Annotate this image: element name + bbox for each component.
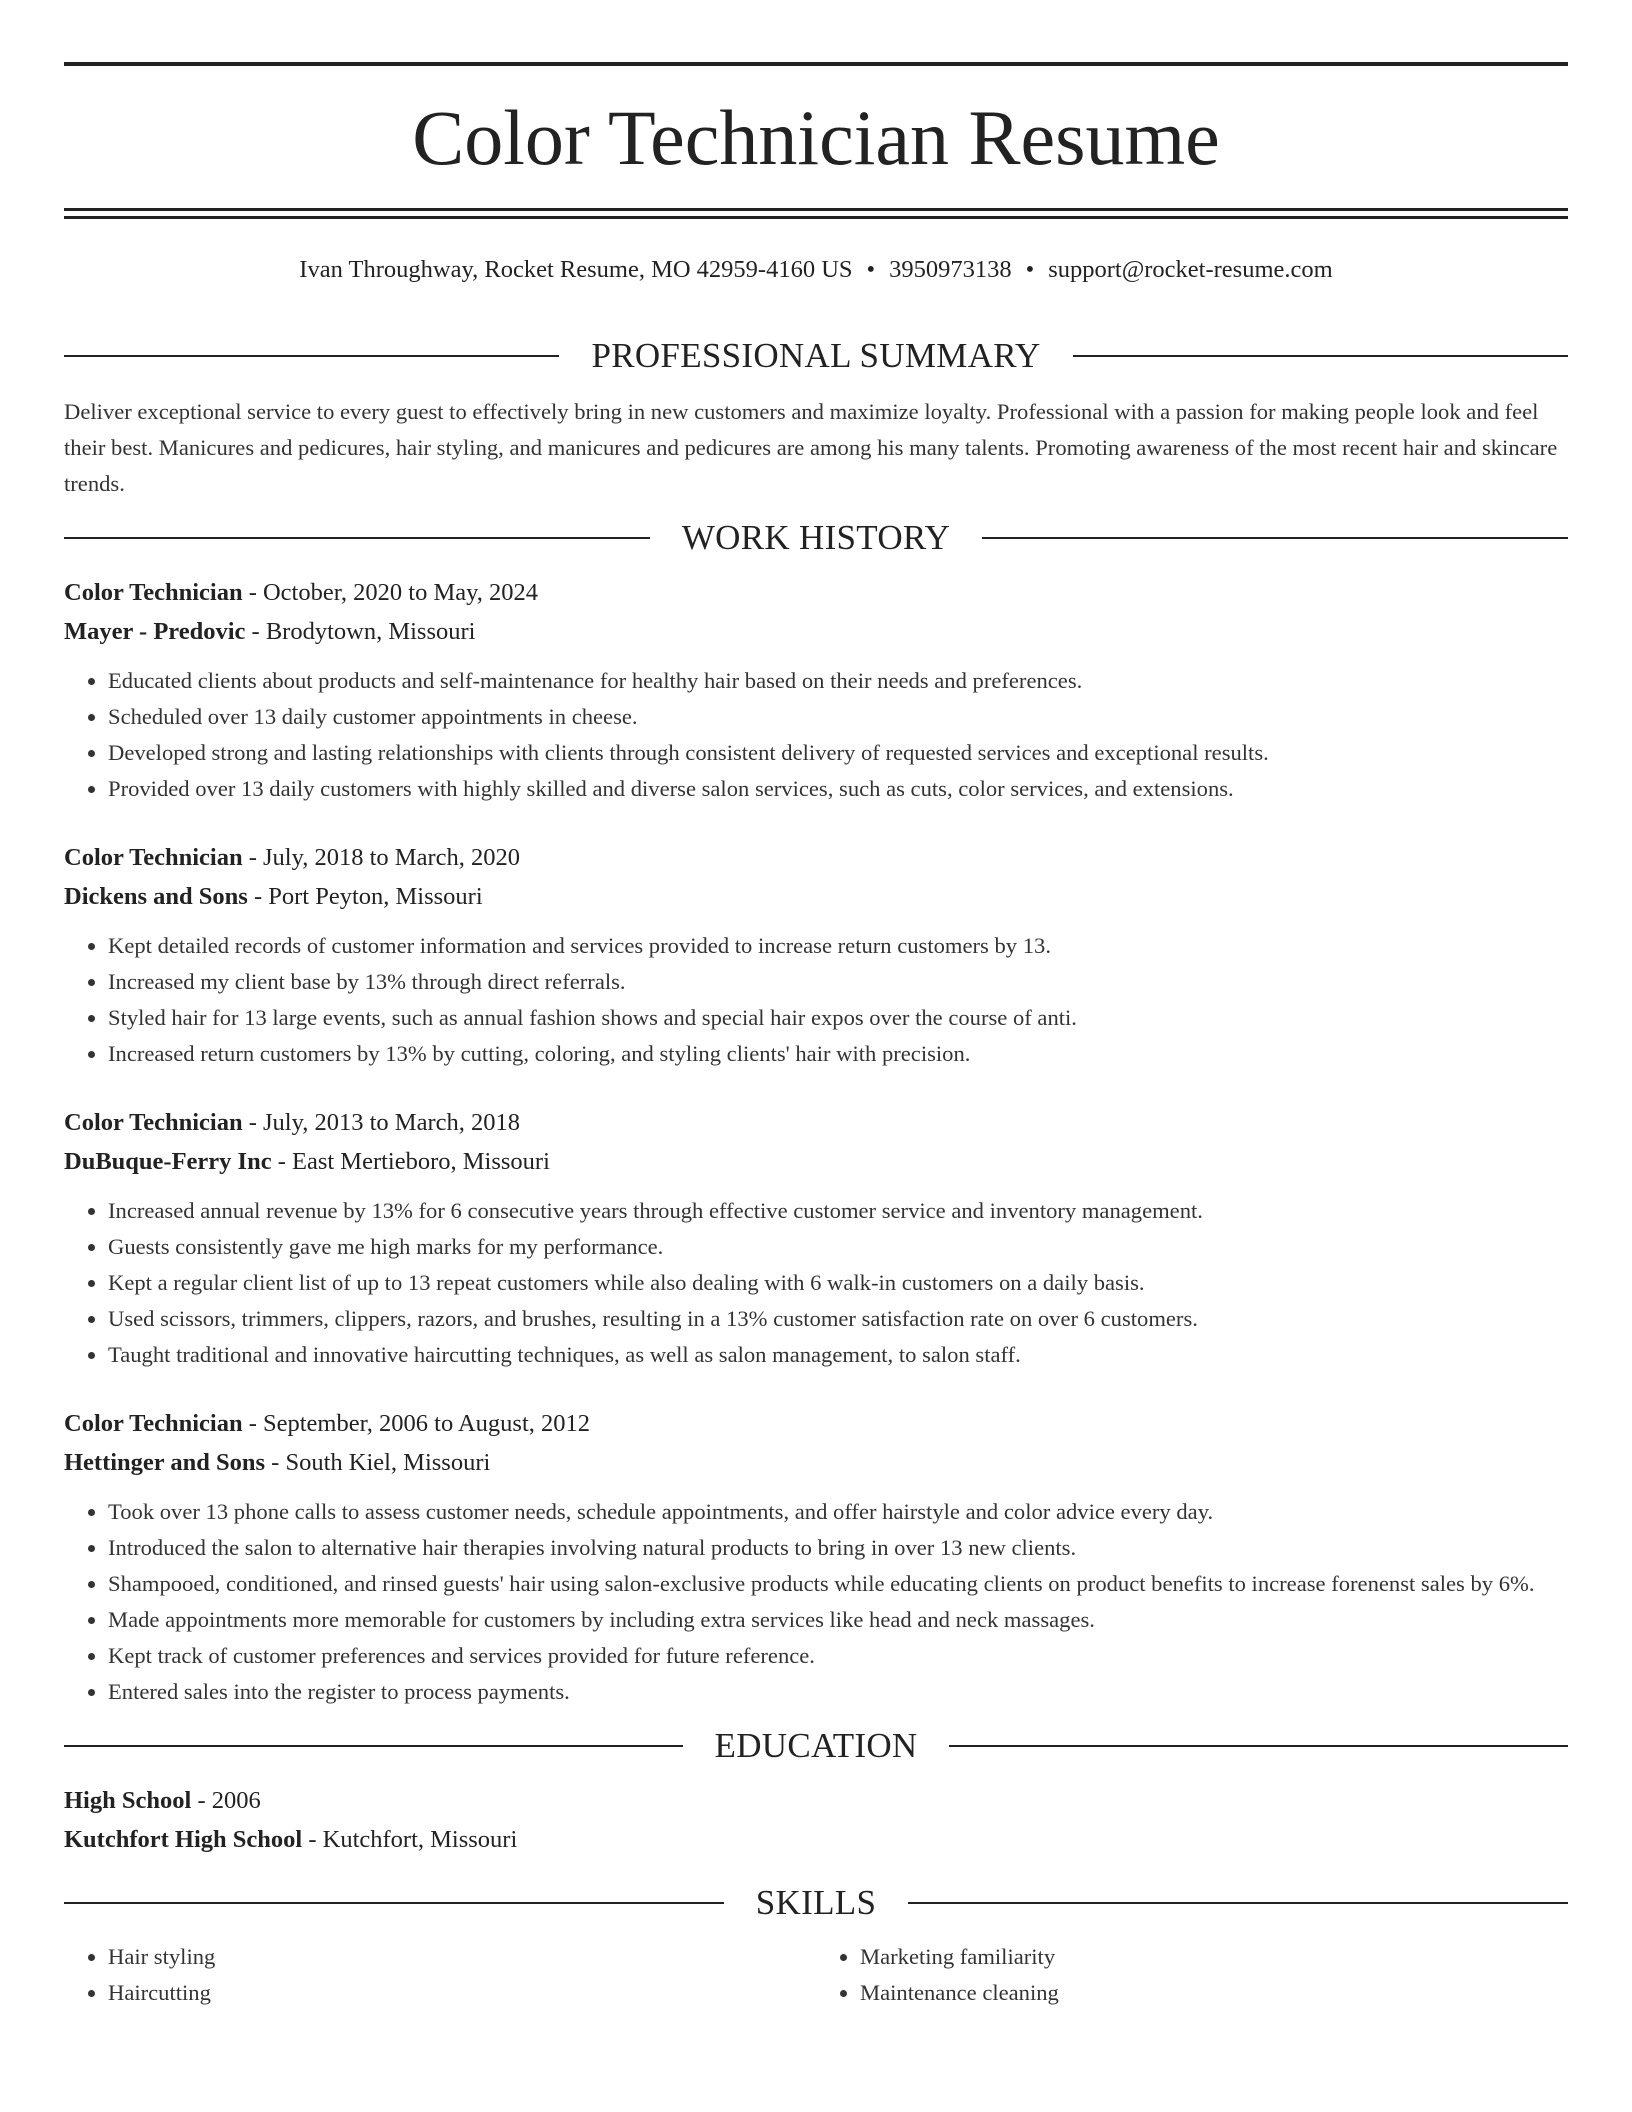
job-title: Color Technician bbox=[64, 844, 243, 871]
list-item: • Increased annual revenue by 13% for 6 consecutive years through effective customer service and inventory management. bbox=[108, 1193, 1568, 1229]
list-item: • Introduced the salon to alternative hair therapies involving natural products to bring in over 13 new clients. bbox=[108, 1530, 1568, 1566]
list-item: • Used scissors, trimmers, clippers, razors, and brushes, resulting in a 13% customer satisfaction rate on over 6 customers. bbox=[108, 1301, 1568, 1337]
list-item: • Taught traditional and innovative haircutting techniques, as well as salon management, to salon staff. bbox=[108, 1337, 1568, 1373]
job-title-line bbox=[64, 574, 1568, 613]
title-rule-upper bbox=[64, 208, 1568, 211]
education-degree-line bbox=[64, 1782, 1568, 1821]
section-title: SKILLS bbox=[755, 1883, 877, 1922]
job-dates: - July, 2018 to March, 2020 bbox=[242, 844, 520, 871]
heading-rule bbox=[64, 355, 559, 357]
education-entry bbox=[64, 1782, 1568, 1859]
education-school: Kutchfort High School bbox=[64, 1825, 303, 1853]
skill-item: • Marketing familiarity bbox=[860, 1939, 1568, 1975]
education-school-line bbox=[64, 1821, 1568, 1860]
top-rule bbox=[64, 62, 1568, 66]
job-title: Color Technician bbox=[64, 579, 243, 606]
list-item: • Provided over 13 daily customers with highly skilled and diverse salon services, such as cuts, color services, and extensions. bbox=[108, 771, 1568, 807]
list-item: • Developed strong and lasting relationships with clients through consistent delivery of requested services and exceptional results. bbox=[108, 735, 1568, 771]
heading-rule bbox=[1073, 355, 1568, 357]
job-location: - Port Peyton, Missouri bbox=[247, 882, 483, 910]
job-company-line bbox=[64, 1444, 1568, 1483]
section-title: PROFESSIONAL SUMMARY bbox=[591, 336, 1041, 375]
section-title: WORK HISTORY bbox=[681, 518, 951, 557]
contact-email: support@rocket-resume.com bbox=[1048, 256, 1333, 283]
job-company-line bbox=[64, 878, 1568, 917]
job-title-line bbox=[64, 1104, 1568, 1143]
job-title: Color Technician bbox=[64, 1410, 243, 1437]
job-entry bbox=[64, 1104, 1568, 1373]
list-item: • Kept detailed records of customer information and services provided to increase return customers by 13. bbox=[108, 928, 1568, 964]
job-dates: - July, 2013 to March, 2018 bbox=[242, 1109, 520, 1136]
section-heading-skills bbox=[64, 1877, 1568, 1929]
job-title: Color Technician bbox=[64, 1109, 243, 1136]
contact-address: Ivan Throughway, Rocket Resume, MO 42959-4160 US bbox=[299, 256, 853, 283]
contact-separator: • bbox=[866, 256, 876, 283]
skill-item: • Maintenance cleaning bbox=[860, 1975, 1568, 2011]
job-title-line bbox=[64, 1405, 1568, 1444]
heading-rule bbox=[64, 1745, 683, 1747]
list-item: • Guests consistently gave me high marks for my performance. bbox=[108, 1229, 1568, 1265]
job-entry bbox=[64, 839, 1568, 1072]
list-item: • Educated clients about products and self-maintenance for healthy hair based on their needs and preferences. bbox=[108, 663, 1568, 699]
resume-body bbox=[64, 330, 1568, 2011]
job-dates: - October, 2020 to May, 2024 bbox=[242, 579, 539, 606]
skill-item: • Hair styling bbox=[108, 1939, 816, 1975]
section-heading-education bbox=[64, 1720, 1568, 1772]
job-location: - East Mertieboro, Missouri bbox=[271, 1147, 550, 1175]
page-title: Color Technician Resume bbox=[412, 94, 1220, 181]
list-item: • Shampooed, conditioned, and rinsed guests' hair using salon-exclusive products while educating clients on product benefits to increase forenenst sales by 6%. bbox=[108, 1566, 1568, 1602]
list-item: • Made appointments more memorable for customers by including extra services like head and neck massages. bbox=[108, 1602, 1568, 1638]
list-item: • Entered sales into the register to process payments. bbox=[108, 1674, 1568, 1710]
list-item: • Kept a regular client list of up to 13 repeat customers while also dealing with 6 walk-in customers on a daily basis. bbox=[108, 1265, 1568, 1301]
education-year: - 2006 bbox=[191, 1787, 261, 1814]
job-bullets bbox=[64, 1193, 1568, 1373]
skill-item: • Haircutting bbox=[108, 1975, 816, 2011]
job-company-line bbox=[64, 1143, 1568, 1182]
job-dates: - September, 2006 to August, 2012 bbox=[242, 1410, 591, 1437]
job-entry bbox=[64, 574, 1568, 807]
heading-rule bbox=[982, 537, 1568, 539]
list-item: • Scheduled over 13 daily customer appointments in cheese. bbox=[108, 699, 1568, 735]
job-company-line bbox=[64, 613, 1568, 652]
job-entry bbox=[64, 1405, 1568, 1710]
job-company: DuBuque-Ferry Inc bbox=[64, 1147, 272, 1175]
contact-phone: 3950973138 bbox=[889, 256, 1012, 283]
skills-column-left bbox=[64, 1939, 816, 2011]
section-title: EDUCATION bbox=[714, 1726, 918, 1765]
job-bullets bbox=[64, 663, 1568, 807]
job-company: Mayer - Predovic bbox=[64, 617, 246, 645]
heading-rule bbox=[64, 1902, 724, 1904]
heading-rule bbox=[908, 1902, 1568, 1904]
job-company: Dickens and Sons bbox=[64, 882, 248, 910]
section-heading-work bbox=[64, 512, 1568, 564]
summary-paragraph: Deliver exceptional service to every guest to effectively bring in new customers and maximize loyalty. Professional with a passion for making people look and feel their best. Manicures and pedicures, hair styling, and manicures and pedicures are among his many talents. Promoting awareness of the most recent hair and skincare trends. bbox=[64, 399, 1558, 496]
job-location: - Brodytown, Missouri bbox=[245, 617, 476, 645]
contact-separator: • bbox=[1025, 256, 1035, 283]
contact-line bbox=[64, 252, 1568, 288]
list-item: • Increased return customers by 13% by cutting, coloring, and styling clients' hair with precision. bbox=[108, 1036, 1568, 1072]
list-item: • Styled hair for 13 large events, such as annual fashion shows and special hair expos over the course of anti. bbox=[108, 1000, 1568, 1036]
education-degree: High School bbox=[64, 1787, 192, 1814]
heading-rule bbox=[949, 1745, 1568, 1747]
list-item: • Took over 13 phone calls to assess customer needs, schedule appointments, and offer hairstyle and color advice every day. bbox=[108, 1494, 1568, 1530]
job-bullets bbox=[64, 1494, 1568, 1710]
skills-column-right bbox=[816, 1939, 1568, 2011]
list-item: • Increased my client base by 13% through direct referrals. bbox=[108, 964, 1568, 1000]
job-title-line bbox=[64, 839, 1568, 878]
title-rule-lower bbox=[64, 216, 1568, 219]
section-heading-summary bbox=[64, 330, 1568, 382]
job-location: - South Kiel, Missouri bbox=[265, 1448, 491, 1476]
education-location: - Kutchfort, Missouri bbox=[302, 1825, 518, 1853]
job-bullets bbox=[64, 928, 1568, 1072]
skills-columns bbox=[64, 1939, 1568, 2011]
list-item: • Kept track of customer preferences and services provided for future reference. bbox=[108, 1638, 1568, 1674]
heading-rule bbox=[64, 537, 650, 539]
job-company: Hettinger and Sons bbox=[64, 1448, 266, 1476]
